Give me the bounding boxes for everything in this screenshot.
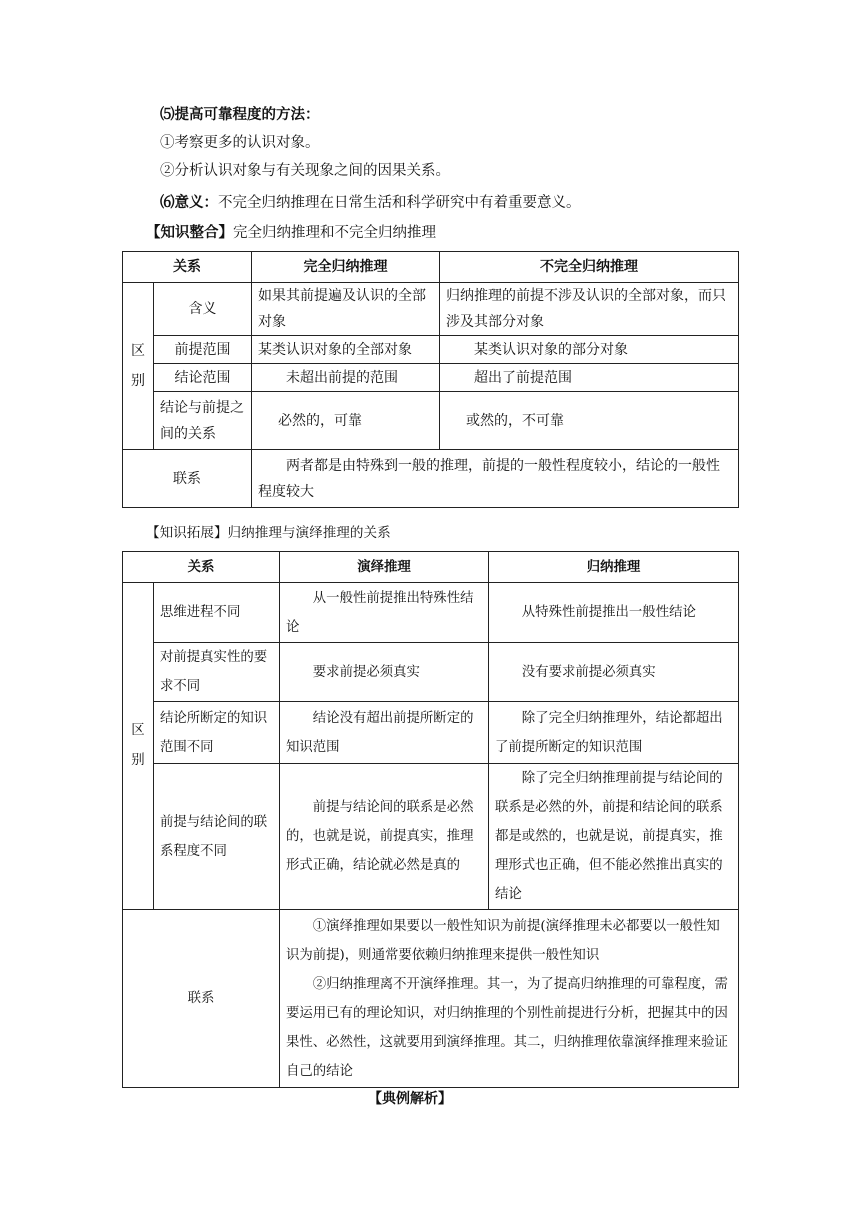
link-label: 联系: [123, 910, 280, 1088]
cell-complete: 必然的，可靠: [252, 392, 440, 450]
header-deductive: 演绎推理: [280, 552, 489, 583]
footer-title: 【典例解析】: [368, 1091, 452, 1107]
table-row: [123, 336, 739, 364]
row-label: 前提范围: [154, 336, 252, 364]
table-row-link: [123, 450, 739, 508]
cell-inductive: 除了完全归纳推理前提与结论间的联系是必然的外，前提和结论间的联系都是或然的，也就是说，前提真实，推理形式也正确，但不能必然推出真实的结论: [489, 764, 739, 910]
item6-line: [160, 193, 581, 213]
cell-complete: 未超出前提的范围: [252, 364, 440, 392]
header-inductive: 归纳推理: [489, 552, 739, 583]
section1-title: [146, 223, 436, 243]
row-label: 结论与前提之间的关系: [154, 392, 252, 450]
table-row: [123, 392, 739, 450]
cell-deductive: 要求前提必须真实: [280, 643, 489, 702]
comparison-table-deductive-inductive: [122, 551, 739, 1088]
item5-point2: ②分析认识对象与有关现象之间的因果关系。: [160, 163, 450, 179]
comparison-table-complete-incomplete: [122, 251, 739, 508]
item6-label: ⑹意义：: [160, 194, 218, 211]
group-label-difference: 区 别: [123, 583, 154, 910]
header-incomplete: 不完全归纳推理: [440, 252, 739, 283]
cell-deductive: 前提与结论间的联系是必然的，也就是说，前提真实，推理形式正确，结论就必然是真的: [280, 764, 489, 910]
row-label: 思维进程不同: [154, 583, 280, 643]
row-label: 含义: [154, 283, 252, 336]
header-relation: 关系: [123, 252, 252, 283]
cell-deductive: 结论没有超出前提所断定的知识范围: [280, 702, 489, 764]
link-cell: [280, 910, 739, 1088]
header-complete: 完全归纳推理: [252, 252, 440, 283]
table-row: [123, 643, 739, 702]
group-label-difference: 区 别: [123, 283, 154, 450]
row-label: 对前提真实性的要求不同: [154, 643, 280, 702]
section1-title-bracket: 【知识整合】: [146, 224, 233, 241]
cell-inductive: 除了完全归纳推理外，结论都超出了前提所断定的知识范围: [489, 702, 739, 764]
item5-title: ⑸提高可靠程度的方法：: [160, 106, 320, 123]
row-label: 前提与结论间的联系程度不同: [154, 764, 280, 910]
link-point1: ①演绎推理如果要以一般性知识为前提(演绎推理未必都要以一般性知识为前提)，则通常要依赖归纳推理来提供一般性知识: [286, 918, 720, 963]
row-label: 结论范围: [154, 364, 252, 392]
cell-incomplete: 归纳推理的前提不涉及认识的全部对象，而只涉及其部分对象: [440, 283, 739, 336]
link-text: 两者都是由特殊到一般的推理，前提的一般性程度较小，结论的一般性程度较大: [252, 450, 739, 508]
cell-incomplete: 某类认识对象的部分对象: [440, 336, 739, 364]
section1-title-text: 完全归纳推理和不完全归纳推理: [233, 225, 436, 241]
cell-inductive: 从特殊性前提推出一般性结论: [489, 583, 739, 643]
table-header-row: [123, 552, 739, 583]
table-row: [123, 764, 739, 910]
item5-point1: ①考察更多的认识对象。: [160, 135, 320, 151]
item6-text: 不完全归纳推理在日常生活和科学研究中有着重要意义。: [218, 195, 581, 211]
cell-incomplete: 或然的，不可靠: [440, 392, 739, 450]
section2-title: 【知识拓展】归纳推理与演绎推理的关系: [146, 525, 391, 541]
cell-incomplete: 超出了前提范围: [440, 364, 739, 392]
cell-deductive: 从一般性前提推出特殊性结论: [280, 583, 489, 643]
header-relation: 关系: [123, 552, 280, 583]
table-row: [123, 283, 739, 336]
cell-complete: 某类认识对象的全部对象: [252, 336, 440, 364]
link-label: 联系: [123, 450, 252, 508]
link-point2: ②归纳推理离不开演绎推理。其一，为了提高归纳推理的可靠程度，需要运用已有的理论知识，对归纳推理的个别性前提进行分析，把握其中的因果性、必然性，这就要用到演绎推理。其二，归纳推理依靠演绎推理来验证自己的结论: [286, 976, 728, 1079]
table-row: [123, 702, 739, 764]
table-row: [123, 364, 739, 392]
cell-inductive: 没有要求前提必须真实: [489, 643, 739, 702]
cell-complete: 如果其前提遍及认识的全部对象: [252, 283, 440, 336]
table-row-link: [123, 910, 739, 1088]
table-row: [123, 583, 739, 643]
table-header-row: [123, 252, 739, 283]
row-label: 结论所断定的知识范围不同: [154, 702, 280, 764]
